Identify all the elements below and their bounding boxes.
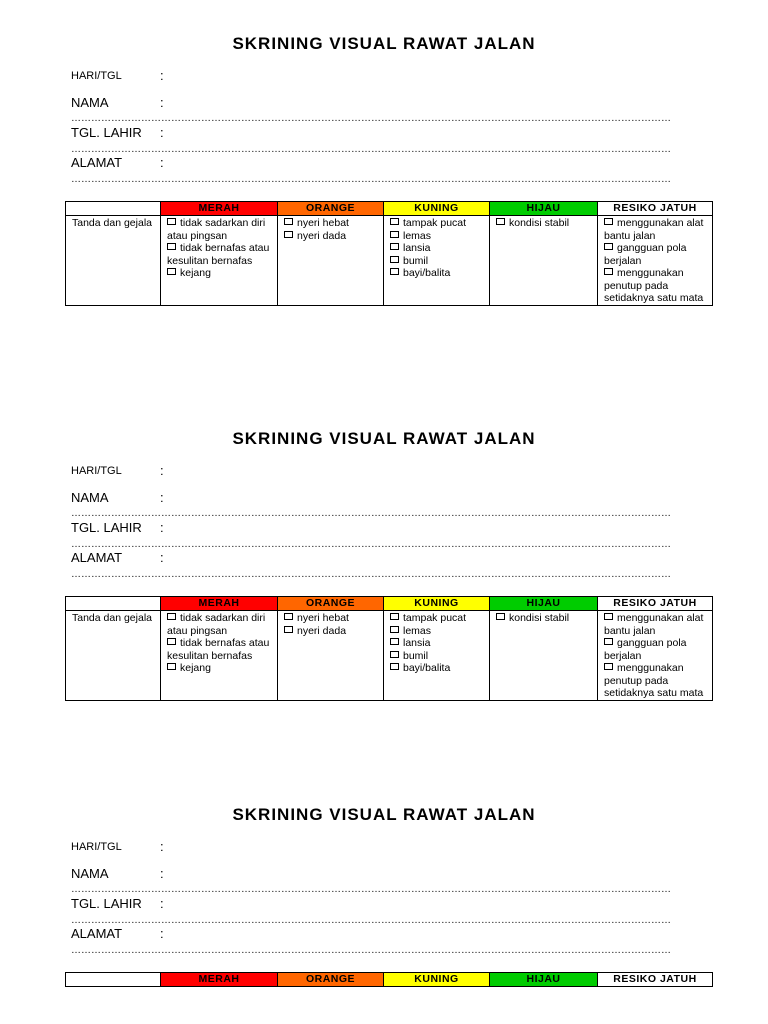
checkbox-item[interactable]: tidak bernafas atau kesulitan bernafas [167, 242, 270, 267]
checkbox-item[interactable]: tidak sadarkan diri atau pingsan [167, 217, 266, 242]
checkbox-item[interactable]: lemas [390, 230, 483, 243]
hari-tgl-label: HARI/TGL [71, 70, 122, 82]
checkbox-icon[interactable] [284, 218, 293, 225]
checkbox-item[interactable]: kejang [167, 662, 271, 675]
checkbox-item[interactable]: kejang [167, 267, 271, 280]
alamat-label: ALAMAT [71, 155, 123, 170]
colon: : [160, 95, 164, 110]
header-blank [66, 597, 161, 611]
header-hijau: HIJAU [490, 597, 598, 611]
checkbox-item[interactable]: nyeri dada [284, 230, 377, 243]
checkbox-item[interactable]: tidak bernafas atau kesulitan bernafas [167, 637, 270, 662]
nama-field-line[interactable]: ……………………………………………………………………………………………………………………………………………………………… [71, 508, 671, 519]
checkbox-icon[interactable] [390, 638, 399, 645]
row-label: Tanda dan gejala [66, 611, 161, 701]
header-blank [66, 202, 161, 216]
nama-field-line[interactable]: ……………………………………………………………………………………………………………………………………………………………… [71, 113, 671, 124]
triage-table [65, 596, 713, 701]
header-kuning: KUNING [384, 973, 490, 987]
colon: : [160, 463, 164, 478]
colon: : [160, 155, 164, 170]
colon: : [160, 490, 164, 505]
tgl-lahir-label: TGL. LAHIR [71, 520, 142, 535]
checkbox-icon[interactable] [390, 626, 399, 633]
header-blank [66, 973, 161, 987]
tgl-lahir-field-line[interactable]: ……………………………………………………………………………………………………………………………………………………………… [71, 915, 671, 926]
checkbox-icon[interactable] [496, 613, 505, 620]
header-merah: MERAH [161, 597, 278, 611]
checkbox-icon[interactable] [167, 613, 176, 620]
colon: : [160, 926, 164, 941]
nama-label: NAMA [71, 866, 109, 881]
colon: : [160, 839, 164, 854]
tgl-lahir-field-line[interactable]: ……………………………………………………………………………………………………………………………………………………………… [71, 539, 671, 550]
checkbox-icon[interactable] [284, 613, 293, 620]
checkbox-icon[interactable] [604, 663, 613, 670]
tgl-lahir-field-line[interactable]: ……………………………………………………………………………………………………………………………………………………………… [71, 144, 671, 155]
hijau-cell [490, 216, 598, 306]
tgl-lahir-label: TGL. LAHIR [71, 896, 142, 911]
checkbox-icon[interactable] [604, 218, 613, 225]
colon: : [160, 520, 164, 535]
checkbox-item[interactable]: menggunakan alat bantu jalan [604, 612, 704, 637]
triage-table [65, 201, 713, 306]
checkbox-item[interactable]: bumil [390, 650, 483, 663]
checkbox-item[interactable]: nyeri hebat [284, 217, 377, 230]
alamat-field-line[interactable]: ……………………………………………………………………………………………………………………………………………………………… [71, 569, 671, 580]
form-title: SKRINING VISUAL RAWAT JALAN [232, 805, 536, 824]
alamat-label: ALAMAT [71, 550, 123, 565]
checkbox-icon[interactable] [390, 218, 399, 225]
colon: : [160, 866, 164, 881]
header-kuning: KUNING [384, 597, 490, 611]
header-resiko-jatuh: RESIKO JATUH [598, 202, 713, 216]
triage-table-header [65, 972, 713, 987]
checkbox-icon[interactable] [390, 651, 399, 658]
checkbox-item[interactable]: lemas [390, 625, 483, 638]
checkbox-icon[interactable] [390, 613, 399, 620]
checkbox-icon[interactable] [167, 638, 176, 645]
header-orange: ORANGE [278, 597, 384, 611]
header-merah: MERAH [161, 202, 278, 216]
resiko-jatuh-cell [598, 611, 713, 701]
header-orange: ORANGE [278, 202, 384, 216]
row-label: Tanda dan gejala [66, 216, 161, 306]
checkbox-item[interactable]: lansia [390, 242, 483, 255]
checkbox-item[interactable]: tidak sadarkan diri atau pingsan [167, 612, 266, 637]
colon: : [160, 125, 164, 140]
header-merah: MERAH [161, 973, 278, 987]
checkbox-icon[interactable] [604, 243, 613, 250]
checkbox-icon[interactable] [604, 268, 613, 275]
checkbox-item[interactable]: gangguan pola berjalan [604, 242, 687, 267]
kuning-cell [384, 611, 490, 701]
alamat-label: ALAMAT [71, 926, 123, 941]
merah-cell [161, 611, 278, 701]
kuning-cell [384, 216, 490, 306]
checkbox-icon[interactable] [604, 613, 613, 620]
alamat-field-line[interactable]: ……………………………………………………………………………………………………………………………………………………………… [71, 945, 671, 956]
header-orange: ORANGE [278, 973, 384, 987]
checkbox-icon[interactable] [496, 218, 505, 225]
checkbox-icon[interactable] [284, 626, 293, 633]
checkbox-icon[interactable] [390, 663, 399, 670]
nama-label: NAMA [71, 95, 109, 110]
checkbox-item[interactable]: kondisi stabil [496, 217, 591, 230]
hijau-cell [490, 611, 598, 701]
colon: : [160, 550, 164, 565]
checkbox-icon[interactable] [167, 268, 176, 275]
nama-field-line[interactable]: ……………………………………………………………………………………………………………………………………………………………… [71, 884, 671, 895]
colon: : [160, 896, 164, 911]
checkbox-item[interactable]: menggunakan penutup pada setidaknya satu mata [604, 662, 704, 699]
checkbox-item[interactable]: kondisi stabil [496, 612, 591, 625]
checkbox-icon[interactable] [390, 268, 399, 275]
checkbox-item[interactable]: nyeri dada [284, 625, 377, 638]
alamat-field-line[interactable]: ……………………………………………………………………………………………………………………………………………………………… [71, 174, 671, 185]
checkbox-icon[interactable] [167, 218, 176, 225]
orange-cell [278, 216, 384, 306]
checkbox-icon[interactable] [284, 231, 293, 238]
nama-label: NAMA [71, 490, 109, 505]
tgl-lahir-label: TGL. LAHIR [71, 125, 142, 140]
header-hijau: HIJAU [490, 202, 598, 216]
checkbox-icon[interactable] [390, 243, 399, 250]
checkbox-item[interactable]: tampak pucat [390, 217, 483, 230]
checkbox-icon[interactable] [604, 638, 613, 645]
header-kuning: KUNING [384, 202, 490, 216]
checkbox-icon[interactable] [167, 243, 176, 250]
header-hijau: HIJAU [490, 973, 598, 987]
checkbox-item[interactable]: bayi/balita [390, 267, 483, 280]
checkbox-item[interactable]: nyeri hebat [284, 612, 377, 625]
orange-cell [278, 611, 384, 701]
checkbox-icon[interactable] [167, 663, 176, 670]
form-title: SKRINING VISUAL RAWAT JALAN [232, 429, 536, 448]
checkbox-item[interactable]: lansia [390, 637, 483, 650]
hari-tgl-label: HARI/TGL [71, 465, 122, 477]
checkbox-item[interactable]: menggunakan alat bantu jalan [604, 217, 704, 242]
merah-cell [161, 216, 278, 306]
hari-tgl-label: HARI/TGL [71, 841, 122, 853]
resiko-jatuh-cell [598, 216, 713, 306]
colon: : [160, 68, 164, 83]
checkbox-item[interactable]: bayi/balita [390, 662, 483, 675]
header-resiko-jatuh: RESIKO JATUH [598, 597, 713, 611]
checkbox-item[interactable]: tampak pucat [390, 612, 483, 625]
checkbox-item[interactable]: gangguan pola berjalan [604, 637, 687, 662]
checkbox-item[interactable]: menggunakan penutup pada setidaknya satu mata [604, 267, 704, 304]
checkbox-icon[interactable] [390, 256, 399, 263]
checkbox-icon[interactable] [390, 231, 399, 238]
checkbox-item[interactable]: bumil [390, 255, 483, 268]
header-resiko-jatuh: RESIKO JATUH [598, 973, 713, 987]
form-title: SKRINING VISUAL RAWAT JALAN [232, 34, 536, 53]
